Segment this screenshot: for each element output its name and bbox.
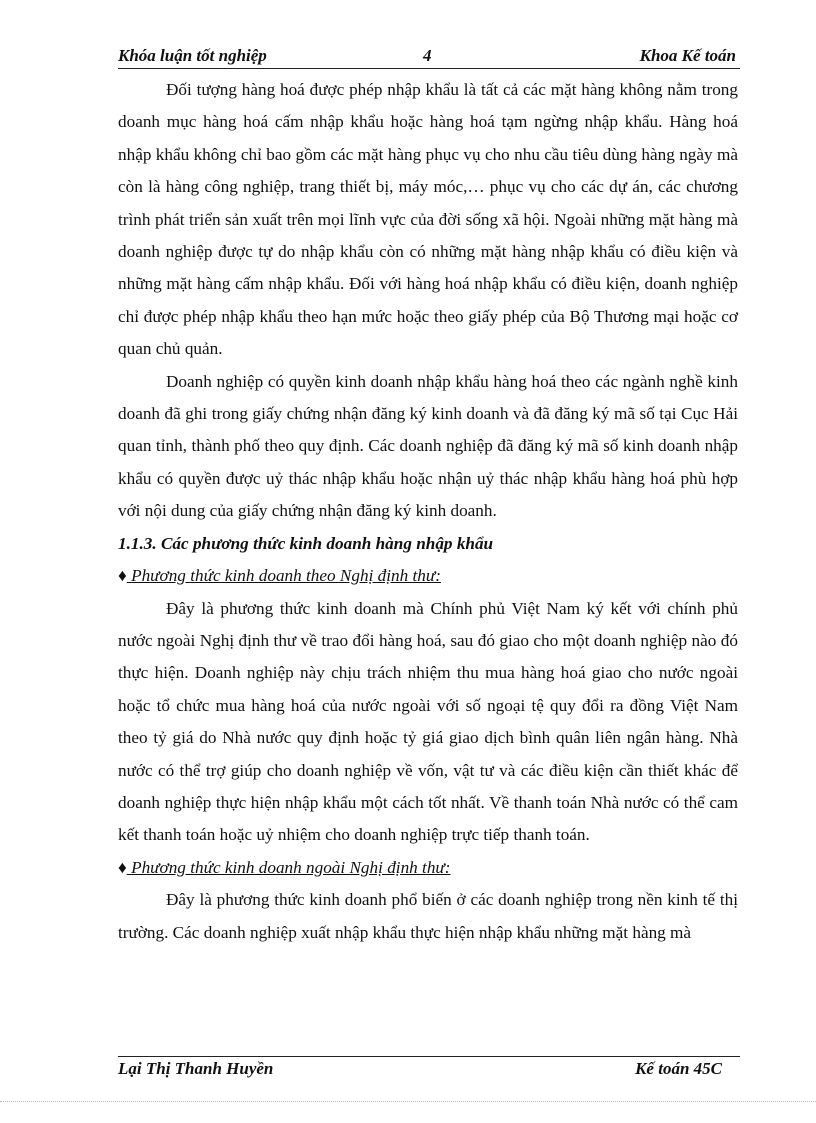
page-bottom-divider <box>0 1101 816 1102</box>
header-page-number: 4 <box>423 46 432 65</box>
diamond-bullet-icon: ♦ <box>118 857 127 877</box>
paragraph-3: Đây là phương thức kinh doanh mà Chính phủ Việt Nam ký kết với chính phủ nước ngoài Nghị định thư về trao đổi hàng hoá, sau đó giao cho một doanh nghiệp nào đó thực hiện. Doanh nghiệp này chịu trách nhiệm thu mua hàng hoá giao cho nước ngoài hoặc tổ chức mua hàng hoá của nước ngoài với số ngoại tệ quy đổi ra đồng Việt Nam theo tỷ giá do Nhà nước quy định hoặc tỷ giá giao dịch bình quân liên ngân hàng. Nhà nước có thể trợ giúp cho doanh nghiệp về vốn, vật tư và các điều kiện cần thiết khác để doanh nghiệp thực hiện nhập khẩu một cách tốt nhất. Về thanh toán Nhà nước có thể cam kết thanh toán hoặc uỷ nhiệm cho doanh nghiệp trực tiếp thanh toán. <box>118 598 738 845</box>
diamond-bullet-icon: ♦ <box>118 566 127 586</box>
header-thesis-label: Khóa luận tốt nghiệp <box>118 46 267 65</box>
footer-author-name: Lại Thị Thanh Huyền <box>118 1059 274 1078</box>
page-header <box>118 46 740 69</box>
paragraph-1: Đối tượng hàng hoá được phép nhập khẩu là tất cả các mặt hàng không nằm trong doanh mục hàng hoá cấm nhập khẩu hoặc hàng hoá tạm ngừng nhập khẩu. Hàng hoá nhập khẩu không chỉ bao gồm các mặt hàng phục vụ cho nhu cầu tiêu dùng hàng ngày mà còn là hàng công nghiệp, trang thiết bị, máy móc,… phục vụ cho các dự án, các chương trình phát triển sản xuất trên mọi lĩnh vực của đời sống xã hội. Ngoài những mặt hàng mà doanh nghiệp được tự do nhập khẩu còn có những mặt hàng nhập khẩu có điều kiện và những mặt hàng cấm nhập khẩu. Đối với hàng hoá nhập khẩu có điều kiện, doanh nghiệp chỉ được phép nhập khẩu theo hạn mức hoặc theo giấy phép của Bộ Thương mại hoặc cơ quan chủ quản. <box>118 80 738 359</box>
subheading-1-text: Phương thức kinh doanh theo Nghị định thư: <box>131 566 441 586</box>
subheading-1 <box>118 560 738 592</box>
subheading-2 <box>118 852 738 884</box>
section-heading: 1.1.3. Các phương thức kinh doanh hàng nhập khẩu <box>118 533 494 553</box>
paragraph-2: Doanh nghiệp có quyền kinh doanh nhập khẩu hàng hoá theo các ngành nghề kinh doanh đã ghi trong giấy chứng nhận đăng ký kinh doanh và đã đăng ký mã số tại Cục Hải quan tỉnh, thành phố theo quy định. Các doanh nghiệp đã đăng ký mã số kinh doanh nhập khẩu có quyền được uỷ thác nhập khẩu hoặc nhận uỷ thác nhập khẩu hàng hoá phù hợp với nội dung của giấy chứng nhận đăng ký kinh doanh. <box>118 371 738 521</box>
subheading-2-text: Phương thức kinh doanh ngoài Nghị định thư: <box>131 857 451 877</box>
header-faculty-label: Khoa Kế toán <box>639 46 736 65</box>
page-footer <box>118 1056 740 1081</box>
paragraph-4: Đây là phương thức kinh doanh phổ biến ở các doanh nghiệp trong nền kinh tế thị trường. Các doanh nghiệp xuất nhập khẩu thực hiện nhập khẩu những mặt hàng mà <box>118 890 738 942</box>
page-body <box>118 74 738 949</box>
footer-class-label: Kế toán 45C <box>635 1059 722 1078</box>
